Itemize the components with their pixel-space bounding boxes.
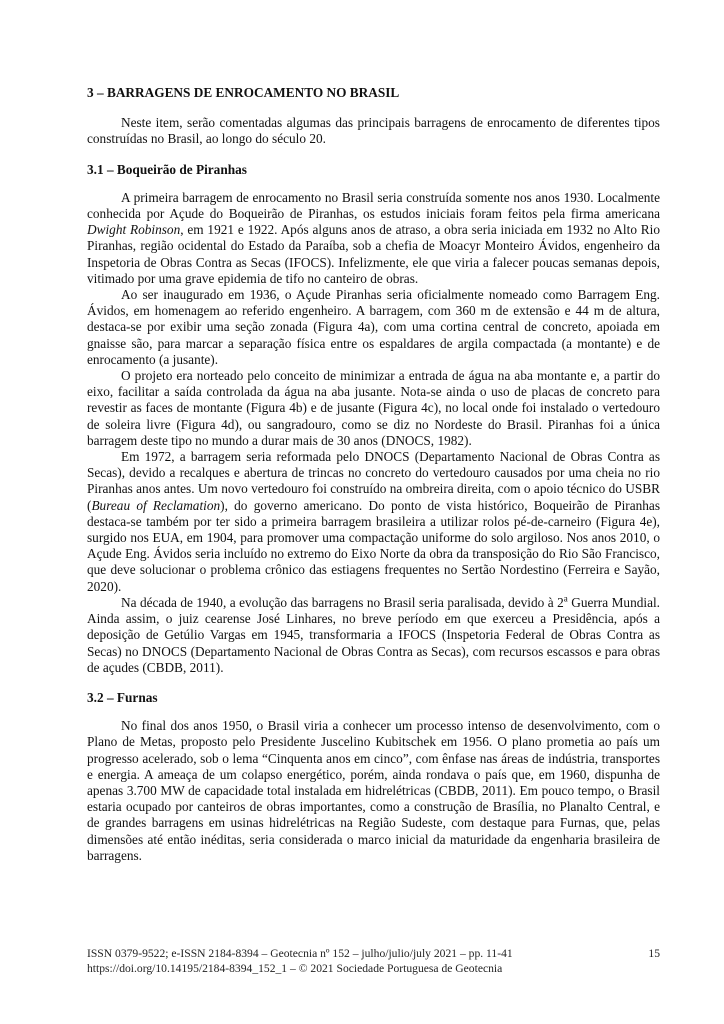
superscript: a — [563, 593, 568, 604]
paragraph — [87, 595, 660, 676]
paragraph-text: A primeira barragem de enrocamento no Brasil seria construída somente nos anos 1930. Localmente conhecida por Açude do Boqueirão de Piranhas, os estudos iniciais foram feitos pela firma americana — [87, 189, 660, 222]
section-3-intro: Neste item, serão comentadas algumas das principais barragens de enrocamento de diferentes tipos construídas no Brasil, ao longo do século 20. — [87, 115, 660, 147]
page-number: 15 — [648, 947, 660, 960]
section-3-2-heading: 3.2 – Furnas — [87, 689, 158, 705]
page-footer — [87, 946, 660, 976]
footer-line — [87, 946, 660, 961]
doi-link[interactable]: https://doi.org/10.14195/2184-8394_152_1 – © 2021 Sociedade Portuguesa de Geotecnia — [87, 962, 503, 975]
page-body — [87, 85, 660, 864]
paragraph: Ao ser inaugurado em 1936, o Açude Piranhas seria oficialmente nomeado como Barragem Eng. Ávidos, em homenagem ao referido engenheiro. A barragem, com 360 m de extensão e 44 m de altura, destaca-se por exibir uma seção zonada (Figura 4a), com uma cortina central de concreto, apoiada em gnaisse são, para marcar a separação física entre os espaldares de argila compactada (a montante) e de enrocamento (a jusante). — [87, 287, 660, 367]
paragraph-text: Em 1972, a barragem seria reformada pelo DNOCS (Departamento Nacional de Obras Contra as Secas), devido a recalques e abertura de trincas no concreto do vertedouro causados por uma cheia no rio Piranhas anos antes. Um novo vertedouro foi construído na ombreira direita, com o apoio técnico do USBR ( — [87, 449, 660, 513]
paragraph-text: ), do governo americano. Do ponto de vista histórico, Boqueirão de Piranhas destaca-se também por ter sido a primeira barragem brasileira a utilizar rolos pé-de-carneiro (Figura 4e), surgido nos EUA, em 1904, para promover uma compactação uniforme do solo argiloso. Nos anos 2010, o Açude Eng. Ávidos seria incluído no extremo do Eixo Norte da obra da transposição do Rio São Francisco, que deve solucionar o problema crônico das estiagens frequentes no Sertão Nordestino (Ferreira e Sayão, 2020). — [87, 497, 660, 594]
paragraph-text: Guerra Mundial. Ainda assim, o juiz cearense José Linhares, no breve período em que exerceu a Presidência, após a deposição de Getúlio Vargas em 1945, transformaria a IFOCS (Inspetoria Federal de Obras Contra as Secas) no DNOCS (Departamento Nacional de Obras Contra as Secas), com recursos escassos e para obras de açudes (CBDB, 2011). — [87, 594, 660, 675]
section-3-1-heading: 3.1 – Boqueirão de Piranhas — [87, 161, 247, 177]
paragraph: No final dos anos 1950, o Brasil viria a conhecer um processo intenso de desenvolvimento, com o Plano de Metas, proposto pelo Presidente Juscelino Kubitschek em 1956. O plano prometia ao país um progresso acelerado, sob o lema “Cinquenta anos em cinco”, com ênfase nas áreas de indústria, transportes e energia. A ameaça de um colapso energético, porém, ainda rondava o país que, em 1960, dispunha de apenas 3.700 MW de capacidade total instalada em hidrelétricas (CBDB, 2011). Em pouco tempo, o Brasil estaria ocupado por canteiros de obras importantes, como a construção de Brasília, no Planalto Central, e de grandes barragens em usinas hidrelétricas na Região Sudeste, com destaque para Furnas, que, pelas dimensões até então inéditas, seria considerada o marco inicial da maturidade da engenharia brasileira de barragens. — [87, 718, 660, 863]
italic-text: Bureau of Reclamation — [91, 497, 221, 513]
italic-text: Dwight Robinson — [87, 222, 181, 238]
paragraph-text: Na década de 1940, a evolução das barragens no Brasil seria paralisada, devido à 2 — [121, 594, 564, 610]
paragraph-text: , em 1921 e 1922. Após alguns anos de atraso, a obra seria iniciada em 1932 no Alto Rio Piranhas, região ocidental do Estado da Paraíba, sob a chefia de Moacyr Monteiro Ávidos, engenheiro da Inspetoria de Obras Contra as Secas (IFOCS). Infelizmente, ele que viria a falecer poucas semanas depois, vitimado por uma grave epidemia de tifo no canteiro de obras. — [87, 222, 660, 286]
paragraph — [87, 449, 660, 595]
paragraph — [87, 190, 660, 287]
paragraph: O projeto era norteado pelo conceito de minimizar a entrada de água na aba montante e, a partir do eixo, facilitar a saída controlada da água na aba jusante. Nota-se ainda o uso de placas de concreto para revestir as faces de montante (Figura 4b) e de jusante (Figura 4c), no local onde foi instalado o vertedouro de soleira livre (Figura 4d), ou sangradouro, como se diz no Nordeste do Brasil. Piranhas foi a única barragem deste tipo no mundo a durar mais de 30 anos (DNOCS, 1982). — [87, 368, 660, 448]
section-3-heading: 3 – BARRAGENS DE ENROCAMENTO NO BRASIL — [87, 85, 400, 100]
journal-citation: ISSN 0379-9522; e-ISSN 2184-8394 – Geotecnia nº 152 – julho/julio/july 2021 – pp. 11-41 — [87, 947, 513, 960]
